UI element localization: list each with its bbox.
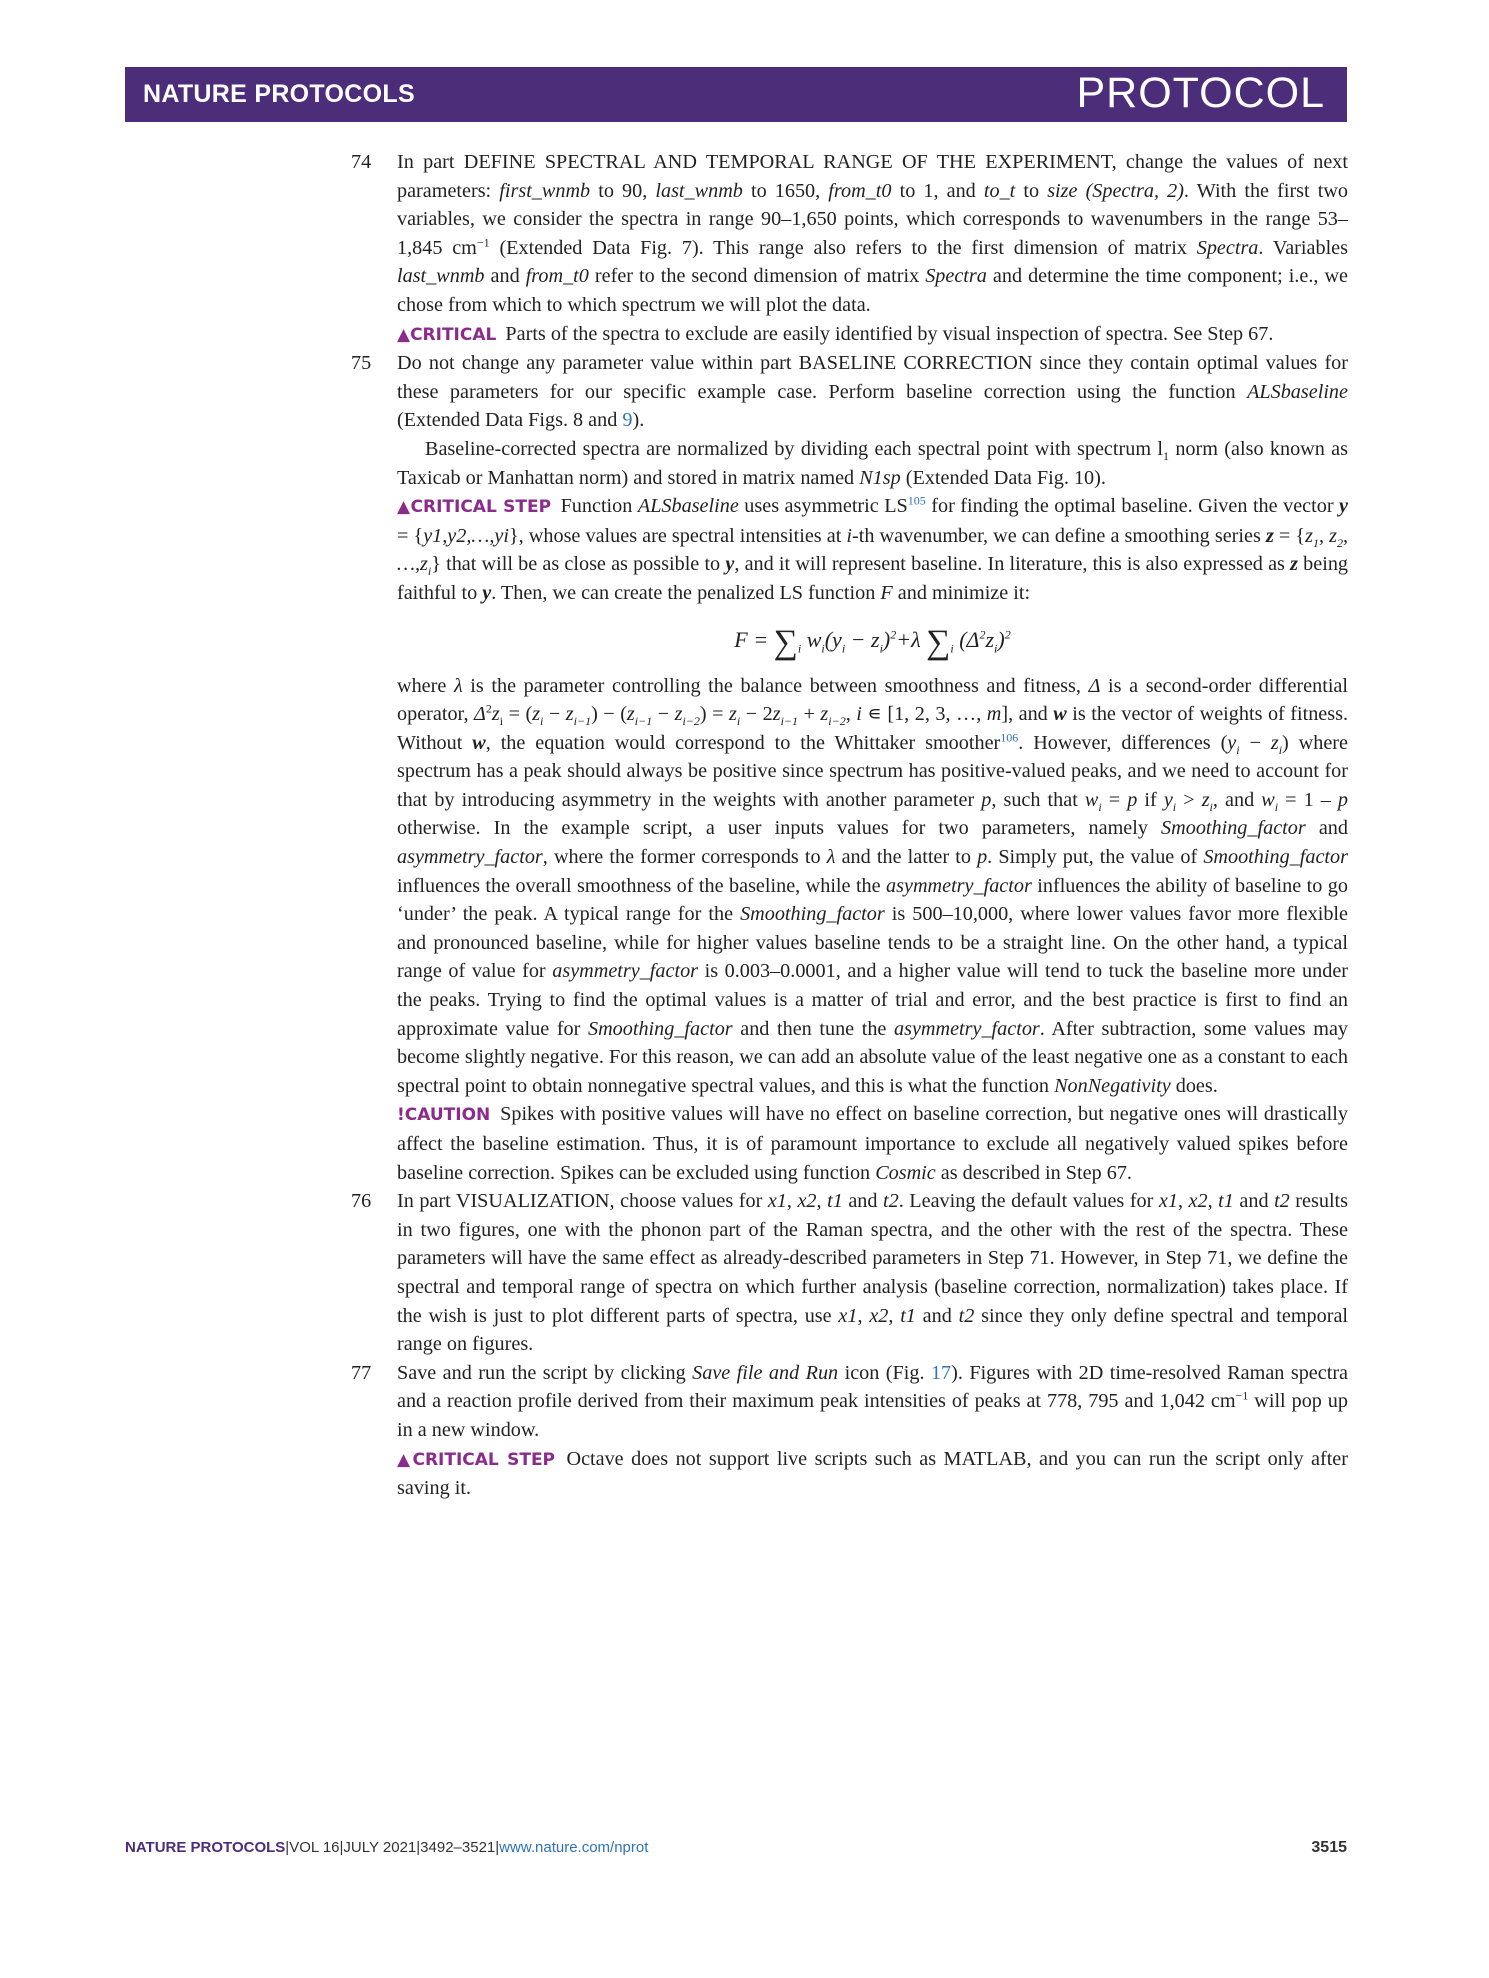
- page-number: 3515: [1311, 1839, 1347, 1856]
- critical-label: ▲CRITICAL: [397, 324, 497, 345]
- footer-pages: 3492–3521: [420, 1839, 496, 1856]
- step-text: Save and run the script by clicking Save file and Run icon (Fig. 17). Figures with 2D time-resolved Raman spectra and a reaction profile derived from their maximum peak intensities of peaks at 778, 795 and 1,042 $cm^{-1}$ will pop up in a new window.: [397, 1361, 1348, 1441]
- step-number: 74: [351, 151, 372, 173]
- step-75: [351, 349, 1349, 1187]
- critical-note: [397, 492, 1348, 607]
- critical-text: Function ALSbaseline uses asymmetric LS$^{105}$ for finding the optimal baseline. Given the vector y = {y1,y2,…,yi}, whose values are spectral intensities at i-th wavenumber, we can define a smoothing series $z = \{z_1$, $z_2$, $\dots,z_i$} that will be as close as possible to y, and it will represent baseline. In literature, this is also expressed as z being faithful to y. Then, we can create the penalized LS function F and minimize it:: [397, 493, 1349, 604]
- main-content: [351, 148, 1349, 1503]
- critical-label: ▲CRITICAL STEP: [397, 497, 552, 518]
- journal-name: NATURE PROTOCOLS: [143, 80, 415, 108]
- critical-note: [397, 320, 1348, 350]
- caution-label: !CAUTION: [397, 1105, 491, 1126]
- equation: $F = \sum_i$ $w_i(y_i - z_i)^2+\lambda$ $\sum_i$ $(\Delta^2z_i)^2$: [734, 623, 1011, 661]
- step-74: [351, 148, 1349, 349]
- step-number: 77: [351, 1361, 372, 1384]
- critical-label: ▲CRITICAL STEP: [397, 1449, 556, 1470]
- step-paragraph: where λ is the parameter controlling the balance between smoothness and fitness, Δ is a second-order differential operator, $\Delta^2z_i = (z_i - z_{i-1}) - (z_{i-1} - z_{i-2}) = z_i - 2z_{i-1} + z_{i-2}$, i ∊ [1, 2, 3, …, m], and w is the vector of weights of fitness. Without w, the equation would correspond to the Whittaker smoother$^{106}$. However, differences $(y_i - z_i)$ where spectrum has a peak should always be positive since spectrum has positive-valued peaks, and we need to account for that by introducing asymmetry in the weights with another parameter p, such that $w_i = p$ if $y_i > z_i$, and $w_i = 1 - p$ otherwise. In the example script, a user inputs values for two parameters, namely Smoothing_factor and asymmetry_factor, where the former corresponds to λ and the latter to p. Simply put, the value of Smoothing_factor influences the overall smoothness of the baseline, while the asymmetry_factor influences the ability of baseline to go ‘under’ the peak. A typical range for the Smoothing_factor is 500–10,000, where lower values favor more flexible and pronounced baseline, while for higher values baseline tends to be a straight line. On the other hand, a typical range of value for asymmetry_factor is 0.003–0.0001, and a higher value will tend to tuck the baseline more under the peaks. Trying to find the optimal values is a matter of trial and error, and the best practice is first to find an approximate value for Smoothing_factor and then tune the asymmetry_factor. After subtraction, some values may become slightly negative. For this reason, we can add an absolute value of the least negative one as a constant to each spectral point to obtain nonnegative spectral values, and this is what the function NonNegativity does.: [397, 674, 1349, 1097]
- footer-journal: NATURE PROTOCOLS: [125, 1839, 286, 1856]
- step-number: 75: [351, 352, 372, 375]
- page-header: [125, 67, 1347, 122]
- step-text: Do not change any parameter value within part BASELINE CORRECTION since they contain optimal values for these parameters for our specific example case. Perform baseline correction using the function ALSbaseline (Extended Data Figs. 8 and 9).: [397, 352, 1348, 432]
- step-paragraph: Baseline-corrected spectra are normalized by dividing each spectral point with spectrum $l_1$ norm (also known as Taxicab or Manhattan norm) and stored in matrix named N1sp (Extended Data Fig. 10).: [397, 437, 1349, 489]
- step-77: [351, 1359, 1348, 1503]
- caution-text: Spikes with positive values will have no effect on baseline correction, but negative ones will drastically affect the baseline estimation. Thus, it is of paramount importance to exclude all negatively valued spikes before baseline correction. Spikes can be excluded using function Cosmic as described in Step 67.: [397, 1103, 1348, 1184]
- footer-date: JULY 2021: [343, 1839, 417, 1856]
- footer-volume: VOL 16: [289, 1839, 340, 1856]
- critical-text: Parts of the spectra to exclude are easily identified by visual inspection of spectra. See Step 67.: [505, 322, 1274, 345]
- step-text: In part VISUALIZATION, choose values for x1, x2, t1 and t2. Leaving the default values for x1, x2, t1 and t2 results in two figures, one with the phonon part of the Raman spectra, and the other with the rest of the spectra. These parameters will have the same effect as already-described parameters in Step 71. However, in Step 71, we define the spectral and temporal range of spectra on which further analysis (baseline correction, normalization) takes place. If the wish is just to plot different parts of spectra, use x1, x2, t1 and t2 since they only define spectral and temporal range on figures.: [397, 1190, 1349, 1356]
- article-type: PROTOCOL: [1076, 69, 1325, 117]
- page-footer: NATURE PROTOCOLS|VOL 16|JULY 2021|3492–3521|www.nature.com/nprot 3515: [125, 1839, 1347, 1856]
- step-76: [351, 1187, 1349, 1359]
- critical-note: [397, 1445, 1348, 1503]
- footer-url-link[interactable]: www.nature.com/nprot: [499, 1839, 649, 1856]
- step-number: 76: [351, 1190, 372, 1213]
- step-text: In part DEFINE SPECTRAL AND TEMPORAL RANGE OF THE EXPERIMENT, change the values of next parameters: first_wnmb to 90, last_wnmb to 1650, from_t0 to 1, and to_t to size (Spectra, 2). With the first two variables, we consider the spectra in range 90–1,650 points, which corresponds to wavenumbers in the range 53–1,845 $cm^{-1}$ (Extended Data Fig. 7). This range also refers to the first dimension of matrix Spectra. Variables last_wnmb and from_t0 refer to the second dimension of matrix Spectra and determine the time component; i.e., we chose from which to which spectrum we will plot the data.: [397, 151, 1349, 316]
- caution-note: [397, 1100, 1348, 1187]
- critical-text: Octave does not support live scripts such as MATLAB, and you can run the script only after saving it.: [397, 1447, 1348, 1500]
